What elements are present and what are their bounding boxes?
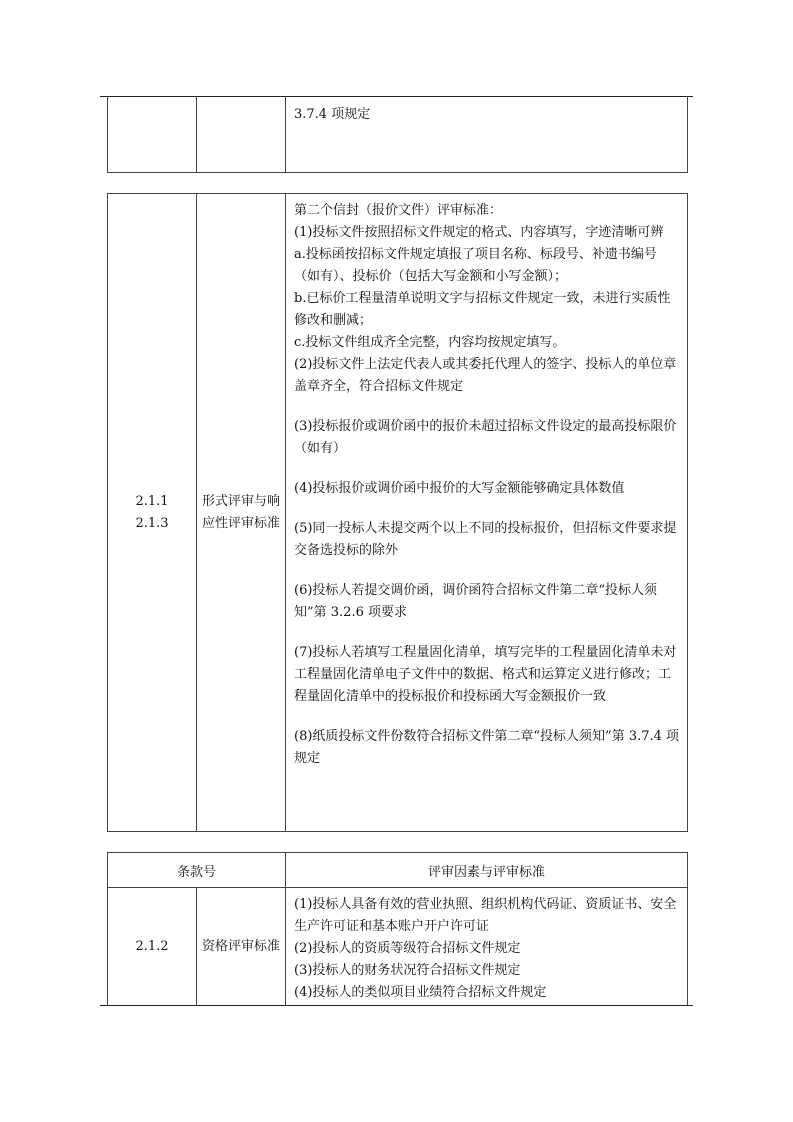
qualification-review-table — [107, 852, 688, 1006]
criteria-cell — [286, 96, 688, 172]
review-category-cell — [197, 194, 286, 832]
criteria-table-continued — [107, 96, 688, 173]
criteria-line: (2)投标人的资质等级符合招标文件规定 — [294, 941, 521, 956]
header-clause: 条款号 — [177, 864, 217, 880]
clause-number: 2.1.2 — [135, 938, 169, 954]
spacer — [294, 708, 681, 726]
clause-number: 2.1.3 — [135, 515, 169, 531]
criteria-line: (3)投标人的财务状况符合招标文件规定 — [294, 963, 521, 978]
criteria-line: (2)投标文件上法定代表人或其委托代理人的签字、投标人的单位章盖章齐全，符合招标文件规定 — [294, 357, 677, 394]
criteria-line: (1)投标文件按照招标文件规定的格式、内容填写，字迹清晰可辨 — [294, 225, 664, 240]
criteria-heading: 第二个信封（报价文件）评审标准： — [294, 203, 503, 218]
criteria-line: (4)投标报价或调价函中报价的大写金额能够确定具体数值 — [294, 481, 625, 496]
formal-review-table — [107, 193, 688, 832]
criteria-line: (8)纸质投标文件份数符合招标文件第二章“投标人须知”第 3.7.4 项规定 — [294, 729, 680, 766]
criteria-cell — [286, 888, 688, 1006]
criteria-line: 3.7.4 项规定 — [294, 107, 371, 122]
criteria-line: (1)投标人具备有效的营业执照、组织机构代码证、资质证书、安全生产许可证和基本账户开户许可证 — [294, 897, 677, 934]
category-cell-empty — [197, 96, 286, 172]
review-category-cell — [197, 888, 286, 1006]
spacer — [294, 562, 681, 580]
criteria-line: a.投标函按招标文件规定填报了项目名称、标段号、补遗书编号（如有）、投标价（包括大写金额和小写金额）； — [294, 247, 657, 284]
spacer — [294, 624, 681, 642]
header-clause-cell — [108, 853, 286, 888]
spacer — [294, 460, 681, 478]
header-criteria-cell — [286, 853, 688, 888]
criteria-line: b.已标价工程量清单说明文字与招标文件规定一致，未进行实质性修改和删减； — [294, 291, 671, 328]
spacer — [294, 500, 681, 518]
spacer — [294, 398, 681, 416]
clause-cell-empty — [108, 96, 197, 172]
criteria-line: c.投标文件组成齐全完整，内容均按规定填写。 — [294, 335, 566, 350]
criteria-line: (7)投标人若填写工程量固化清单，填写完毕的工程量固化清单未对工程量固化清单电子文件中的数据、格式和运算定义进行修改；工程量固化清单中的投标报价和投标函大写金额报价一致 — [294, 645, 677, 704]
review-category: 资格评审标准 — [202, 938, 281, 954]
criteria-line: (3)投标报价或调价函中的报价未超过招标文件设定的最高投标限价（如有） — [294, 419, 677, 456]
criteria-line: (6)投标人若提交调价函，调价函符合招标文件第二章“投标人须知”第 3.2.6 项要求 — [294, 583, 658, 620]
clause-number-cell — [108, 888, 197, 1006]
header-criteria: 评审因素与评审标准 — [428, 864, 546, 880]
criteria-cell — [286, 194, 688, 832]
bottom-rule — [100, 1005, 693, 1006]
review-category: 形式评审与响应性评审标准 — [201, 493, 280, 531]
criteria-line: (4)投标人的类似项目业绩符合招标文件规定 — [294, 985, 547, 1000]
clause-number-cell — [108, 194, 197, 832]
clause-number: 2.1.1 — [135, 493, 169, 509]
criteria-line: (5)同一投标人未提交两个以上不同的投标报价，但招标文件要求提交备选投标的除外 — [294, 521, 677, 558]
